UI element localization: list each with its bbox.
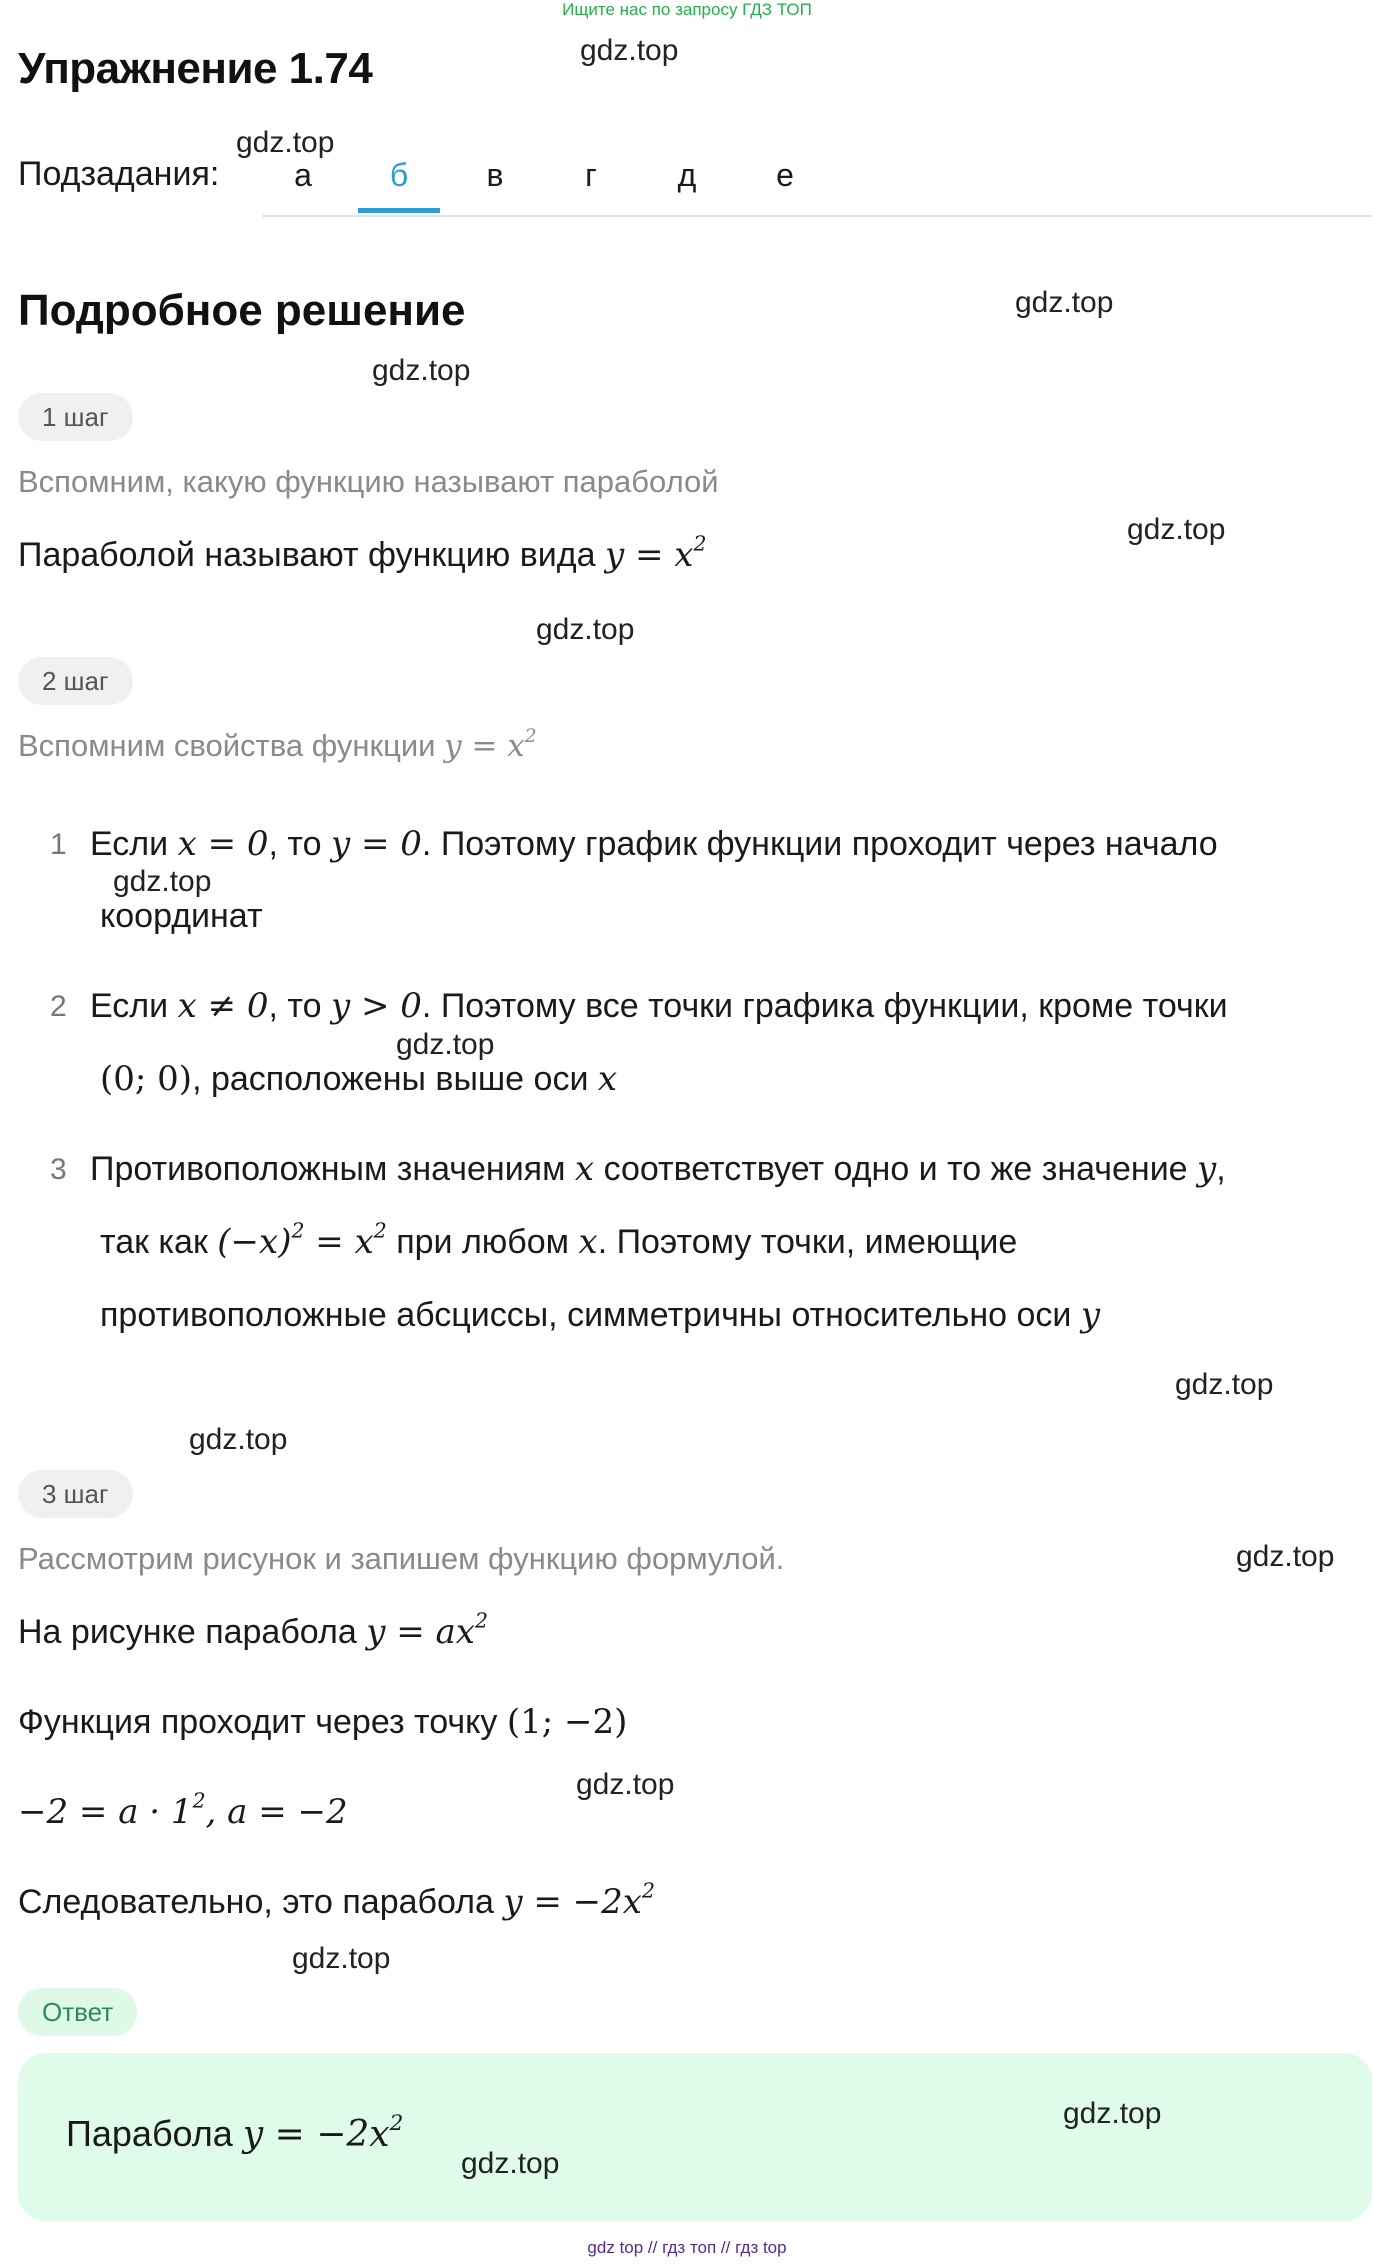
- step-1-intro: Вспомним, какую функцию называют параболой: [18, 464, 719, 499]
- step-2-badge: 2 шаг: [18, 657, 133, 705]
- step-2-intro-text: Вспомним свойства функции: [18, 728, 436, 763]
- list-item-2-text-c: . Поэтому все точки графика функции, кроме точки: [421, 987, 1228, 1025]
- list-item-1: [90, 808, 1350, 880]
- subtasks-label: Подзадания:: [18, 155, 220, 193]
- list-item-3-math-a: x: [574, 1149, 595, 1189]
- step-1-line-text: Параболой называют функцию вида: [18, 536, 596, 574]
- watermark: gdz.top: [292, 1942, 391, 1975]
- list-item-3-math-c: $(-x)^2 = x^2$: [217, 1218, 387, 1262]
- subtask-tabs: [262, 145, 1372, 217]
- tab-e[interactable]: е: [776, 157, 794, 193]
- step-3-line-2-text: Функция проходит через точку: [18, 1703, 498, 1741]
- step-3-intro: Рассмотрим рисунок и запишем функцию формулой.: [18, 1541, 785, 1576]
- tab-b[interactable]: б: [358, 145, 440, 213]
- step-1-line: [18, 531, 707, 575]
- list-item-3-text-b: соответствует одно и то же значение: [603, 1150, 1188, 1188]
- tab-a[interactable]: а: [294, 157, 312, 193]
- list-item-2-text-a: Если: [90, 987, 169, 1025]
- watermark: gdz.top: [1236, 1540, 1335, 1573]
- watermark: gdz.top: [1175, 1368, 1274, 1401]
- watermark: gdz.top: [580, 34, 679, 67]
- tab-d[interactable]: д: [677, 157, 697, 193]
- tab-v[interactable]: в: [486, 157, 504, 193]
- list-item-2-math-b: y > 0: [330, 986, 422, 1026]
- watermark: gdz.top: [372, 354, 471, 387]
- watermark: gdz.top: [1127, 513, 1226, 546]
- list-item-3-number: 3: [50, 1153, 67, 1186]
- list-item-1-text-c: . Поэтому график функции проходит через начало: [421, 825, 1218, 863]
- list-item-2-cont: [100, 1043, 617, 1115]
- list-item-1-number: 1: [50, 828, 67, 861]
- list-item-3-math-e: y: [1080, 1295, 1101, 1335]
- watermark: gdz.top: [113, 865, 212, 898]
- step-3-line-1: [18, 1608, 488, 1652]
- step-3-line-2: [18, 1702, 627, 1742]
- step-3-badge: 3 шаг: [18, 1470, 133, 1518]
- list-item-3-cont-2: [100, 1279, 1100, 1351]
- step-3-line-2-formula: (1; −2): [506, 1702, 628, 1742]
- list-item-3-text-c: ,: [1216, 1150, 1226, 1188]
- list-item-1-text-b: , то: [268, 825, 322, 863]
- watermark: gdz.top: [536, 613, 635, 646]
- watermark: gdz.top: [236, 126, 335, 159]
- tab-g[interactable]: г: [585, 157, 597, 193]
- list-item-2: [90, 970, 1360, 1042]
- list-item-2-number: 2: [50, 990, 67, 1023]
- answer-formula: $y = -2x^2$: [242, 2110, 404, 2155]
- list-item-3-text-d: так как: [100, 1223, 208, 1261]
- answer-text: [66, 2110, 404, 2155]
- step-3-line-3: [18, 1788, 348, 1832]
- page-title: Упражнение 1.74: [18, 44, 373, 93]
- answer-box: [18, 2053, 1372, 2221]
- watermark: gdz.top: [1015, 286, 1114, 319]
- step-2-intro: [18, 728, 537, 764]
- list-item-1-cont: координат: [100, 897, 263, 935]
- top-banner: Ищите нас по запросу ГДЗ ТОП: [562, 0, 812, 19]
- list-item-3: [90, 1133, 1370, 1205]
- list-item-2-text-b: , то: [268, 987, 322, 1025]
- step-1-badge: 1 шаг: [18, 393, 133, 441]
- list-item-2-math-c: (0; 0): [100, 1059, 193, 1099]
- list-item-2-math-d: x: [597, 1059, 618, 1099]
- list-item-3-text-e: при любом: [396, 1223, 570, 1261]
- footer: gdz top // гдз топ // гдз top: [587, 2238, 787, 2257]
- list-item-3-math-d: x: [578, 1222, 598, 1262]
- list-item-3-math-b: y: [1197, 1149, 1217, 1189]
- answer-badge: Ответ: [18, 1988, 137, 2036]
- watermark: gdz.top: [576, 1768, 675, 1801]
- step-3-line-1-text: На рисунке парабола: [18, 1613, 357, 1651]
- section-title: Подробное решение: [18, 286, 466, 335]
- step-3-line-1-formula: $y = ax^2$: [366, 1608, 488, 1652]
- step-1-formula: $y = x^2$: [604, 531, 707, 575]
- watermark: gdz.top: [189, 1423, 288, 1456]
- list-item-3-text-g: противоположные абсциссы, симметричны относительно оси: [100, 1296, 1072, 1334]
- list-item-2-text-d: , расположены выше оси: [192, 1060, 589, 1098]
- list-item-1-math-b: y = 0: [330, 824, 422, 864]
- step-3-line-3-formula: $-2 = a \cdot 1^2$, a = −2: [18, 1788, 348, 1832]
- step-3-line-4: [18, 1878, 655, 1922]
- list-item-3-text-a: Противоположным значениям: [90, 1150, 566, 1188]
- step-3-line-4-text: Следовательно, это парабола: [18, 1883, 494, 1921]
- list-item-3-cont: [100, 1206, 1017, 1278]
- watermark: gdz.top: [396, 1028, 495, 1061]
- step-2-intro-formula: $y = x^2$: [444, 726, 537, 764]
- list-item-2-math-a: x ≠ 0: [177, 986, 269, 1026]
- list-item-3-text-f: . Поэтому точки, имеющие: [597, 1223, 1018, 1261]
- watermark: gdz.top: [461, 2147, 560, 2180]
- watermark: gdz.top: [1063, 2097, 1162, 2130]
- answer-label: Парабола: [66, 2113, 233, 2154]
- list-item-1-math-a: x = 0: [177, 824, 269, 864]
- list-item-1-text-a: Если: [90, 825, 169, 863]
- step-3-line-4-formula: $y = -2x^2$: [503, 1878, 655, 1922]
